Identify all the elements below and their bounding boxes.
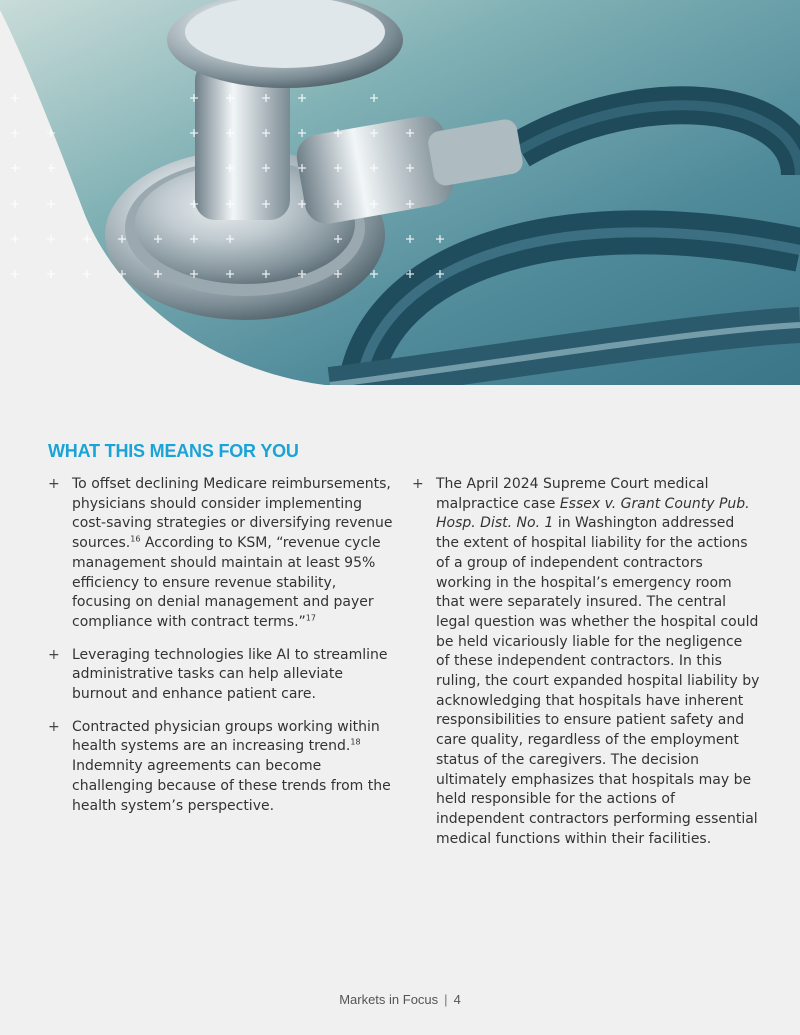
right-column <box>412 475 760 862</box>
plus-bullet-icon: + <box>48 476 60 492</box>
footer-separator: | <box>444 992 448 1007</box>
list-item <box>48 646 396 705</box>
section-heading: WHAT THIS MEANS FOR YOU <box>48 441 299 461</box>
page-number: 4 <box>453 992 461 1007</box>
footnote-ref: 16 <box>130 534 141 544</box>
footnote-ref: 18 <box>350 737 361 747</box>
plus-bullet-icon: + <box>48 718 60 735</box>
left-column <box>48 475 396 829</box>
item-text: According to KSM, “revenue cycle management should maintain at least 95% efficiency to ensure revenue stability, focusing on denial management and payer compliance with contract terms.” <box>72 535 381 630</box>
case-list <box>412 475 760 849</box>
hero-image <box>0 0 800 385</box>
recommendations-list <box>48 475 396 816</box>
list-item <box>412 475 760 849</box>
footnote-ref: 17 <box>305 613 316 623</box>
item-text: Contracted physician groups working within health systems are an increasing trend. <box>72 718 380 755</box>
list-item <box>48 718 396 817</box>
item-text: Indemnity agreements can become challenging because of these trends from the health system’s perspective. <box>72 758 391 814</box>
case-name: Essex v. Grant County Pub. Hosp. Dist. No. 1 <box>436 495 750 532</box>
item-text: To offset declining Medicare reimbursements, physicians should consider implementing cost-saving strategies or diversifying revenue sources. <box>72 476 393 552</box>
stethoscope-illustration <box>0 0 800 385</box>
list-item <box>48 475 396 633</box>
item-text: in Washington addressed the extent of hospital liability for the actions of a group of independent contractors working in the hospital’s emergency room that were separately insured. The central legal question was whether the hospital could be held vicariously liable for the negligence of these independent contractors. In this ruling, the court expanded hospital liability by acknowledging that hospitals have inherent responsibilities to ensure patient safety and care quality, regardless of the employment status of the caregivers. The decision ultimately emphasizes that hospitals may be held responsible for the actions of independent contractors performing essential medical functions within their facilities. <box>436 515 760 847</box>
item-text: Leveraging technologies like AI to streamline administrative tasks can help alleviate burnout and enhance patient care. <box>72 646 388 703</box>
plus-bullet-icon: + <box>412 476 424 492</box>
plus-bullet-icon: + <box>48 646 60 663</box>
item-text: The April 2024 Supreme Court medical malpractice case <box>436 476 709 512</box>
publication-name: Markets in Focus <box>339 992 439 1007</box>
page-footer <box>0 992 800 1007</box>
